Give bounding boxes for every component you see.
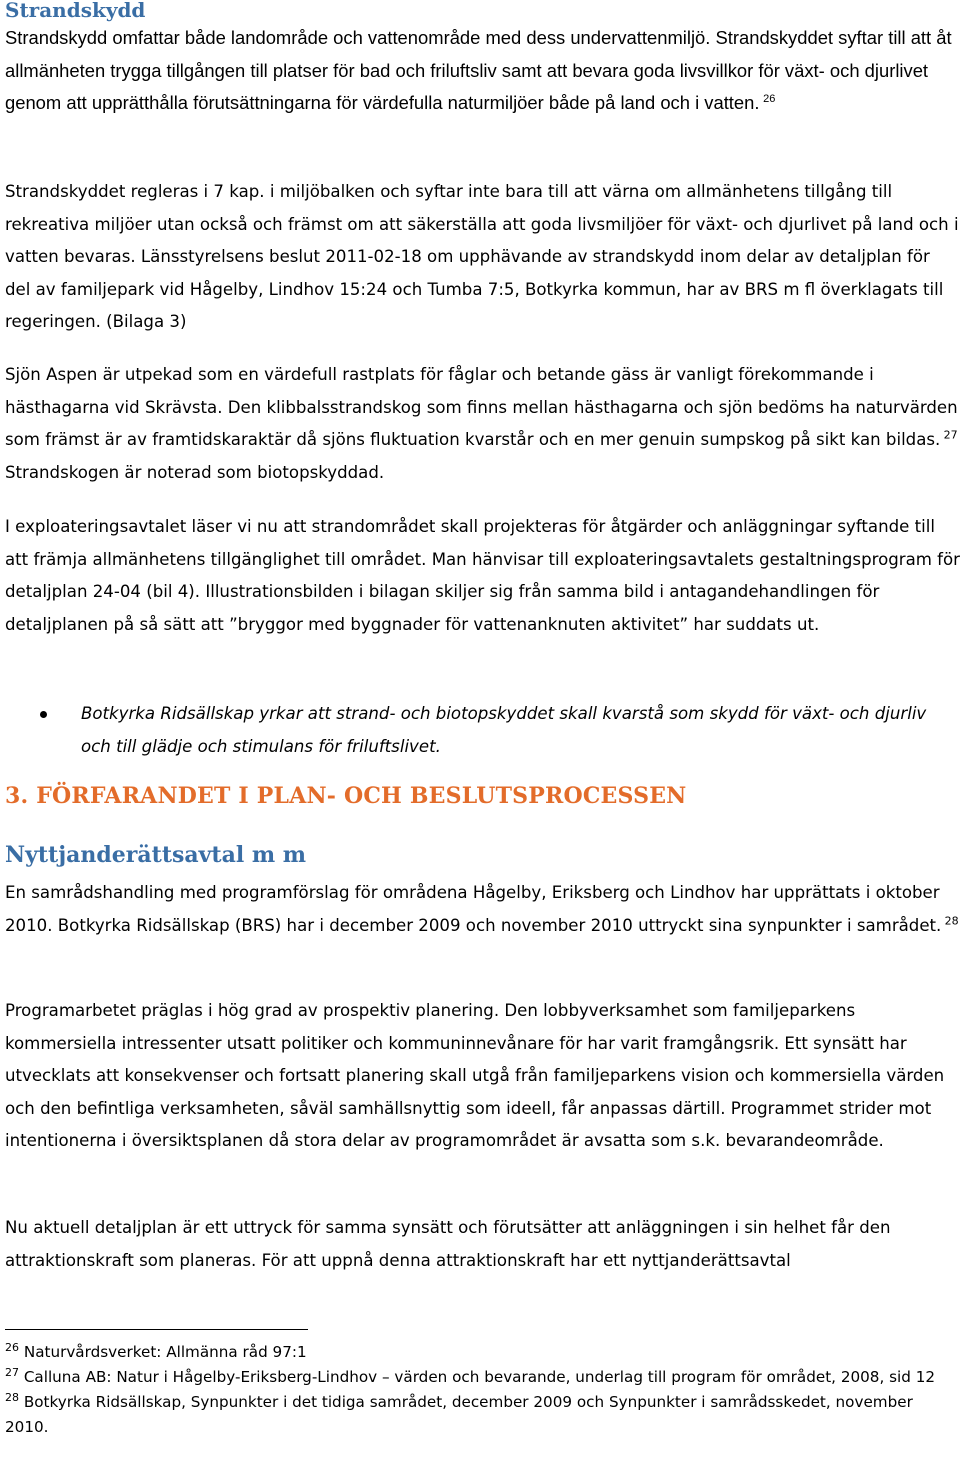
bullet-text: Botkyrka Ridsällskap yrkar att strand- och biotopskyddet skall kvarstå som skydd för växt- och djurliv och till glädje och stimulans för friluftslivet. [81, 704, 927, 756]
paragraph-strandskydd-intro [5, 22, 960, 120]
paragraph-text-after: Strandskogen är noterad som biotopskyddad. [5, 462, 385, 482]
subheading-usage-agreement: Nyttjanderättsavtal m m [5, 842, 307, 868]
footnote-number: 28 [5, 1390, 19, 1404]
paragraph-text: Sjön Aspen är utpekad som en värdefull rastplats för fåglar och betande gäss är vanligt förekommande i hästhagarna vid Skrävsta. Den klibbalsstrandskog som finns mellan hästhagarna och sjön bedöms ha naturvärden som främst är av framtidskaraktär då sjöns fluktuation kvarstår och en mer genuin sumpskog på sikt kan bildas. [5, 365, 958, 450]
paragraph-current-plan: Nu aktuell detaljplan är ett uttryck för samma synsätt och förutsätter att anläggningen i sin helhet får den attraktionskraft som planeras. För att uppnå denna attraktionskraft har ett nyttjanderättsavtal [5, 1218, 891, 1270]
footnote-text: Naturvårdsverket: Allmänna råd 97:1 [23, 1343, 307, 1361]
bullet-icon [40, 711, 47, 718]
section-heading-procedure: 3. FÖRFARANDET I PLAN- OCH BESLUTSPROCESSEN [5, 783, 687, 809]
section-heading-strandskydd: Strandskydd [5, 0, 146, 22]
paragraph-consultation [5, 877, 960, 942]
footnote-text: Botkyrka Ridsällskap, Synpunkter i det tidiga samrådet, december 2009 och Synpunkter i samrådsskedet, november 2010. [5, 1393, 913, 1436]
footnote-item [5, 1390, 955, 1440]
footnote-divider [5, 1329, 308, 1330]
footnotes-list [5, 1340, 955, 1440]
paragraph-regulation: Strandskyddet regleras i 7 kap. i miljöbalken och syftar inte bara till att värna om allmänhetens tillgång till rekreativa miljöer utan också och främst om att säkerställa att goda livsmiljöer för växt- och djurlivet på land och i vatten bevaras. Länsstyrelsens beslut 2011-02-18 om upphävande av strandskydd inom delar av detaljplan för del av familjepark vid Hågelby, Lindhov 15:24 och Tumba 7:5, Botkyrka kommun, har av BRS m fl överklagats till regeringen. (Bilaga 3) [5, 182, 959, 332]
footnote-ref-28: 28 [944, 914, 959, 928]
footnote-item [5, 1340, 955, 1365]
paragraph-text: Strandskydd omfattar både landområde och vattenområde med dess undervattenmiljö. Strandskyddet syftar till att åt allmänheten trygga tillgången till platser för bad och friluftsliv samt att bevara goda livsvillkor för växt- och djurlivet genom att upprätthålla förutsättningarna för värdefulla naturmiljöer både på land och i vatten. [5, 27, 952, 114]
paragraph-program-work: Programarbetet präglas i hög grad av prospektiv planering. Den lobbyverksamhet som familjeparkens kommersiella intressenter utsatt politiker och kommuninnevånare för har varit framgångsrik. Ett synsätt har utvecklats att konsekvenser och fortsatt planering skall utgå från familjeparkens vision och kommersiella värden och den befintliga verksamheten, såväl samhällsnyttig som ideell, får anpassas därtill. Programmet strider mot intentionerna i översiktsplanen då stora delar av programområdet är avsatta som s.k. bevarandeområde. [5, 1001, 945, 1151]
footnote-text: Calluna AB: Natur i Hågelby-Eriksberg-Lindhov – värden och bevarande, underlag till program för området, 2008, sid 12 [23, 1368, 936, 1386]
paragraph-exploitation-agreement: I exploateringsavtalet läser vi nu att strandområdet skall projekteras för åtgärder och anläggningar syftande till att främja allmänhetens tillgänglighet till området. Man hänvisar till exploateringsavtalets gestaltningsprogram för detaljplan 24-04 (bil 4). Illustrationsbilden i bilagan skiljer sig från samma bild i antagandehandlingen för detaljplanen på så sätt att ”bryggor med byggnader för vattenanknuten aktivitet” har suddats ut. [5, 517, 960, 634]
footnote-ref-27: 27 [943, 428, 958, 442]
paragraph-text: En samrådshandling med programförslag för områdena Hågelby, Eriksberg och Lindhov har upprättats i oktober 2010. Botkyrka Ridsällskap (BRS) har i december 2009 och november 2010 uttryckt sina synpunkter i samrådet. [5, 883, 942, 935]
paragraph-aspen [5, 359, 960, 489]
footnote-number: 27 [5, 1365, 19, 1379]
footnote-ref-26: 26 [763, 93, 776, 106]
footnote-item [5, 1365, 955, 1390]
footnote-number: 26 [5, 1340, 19, 1354]
